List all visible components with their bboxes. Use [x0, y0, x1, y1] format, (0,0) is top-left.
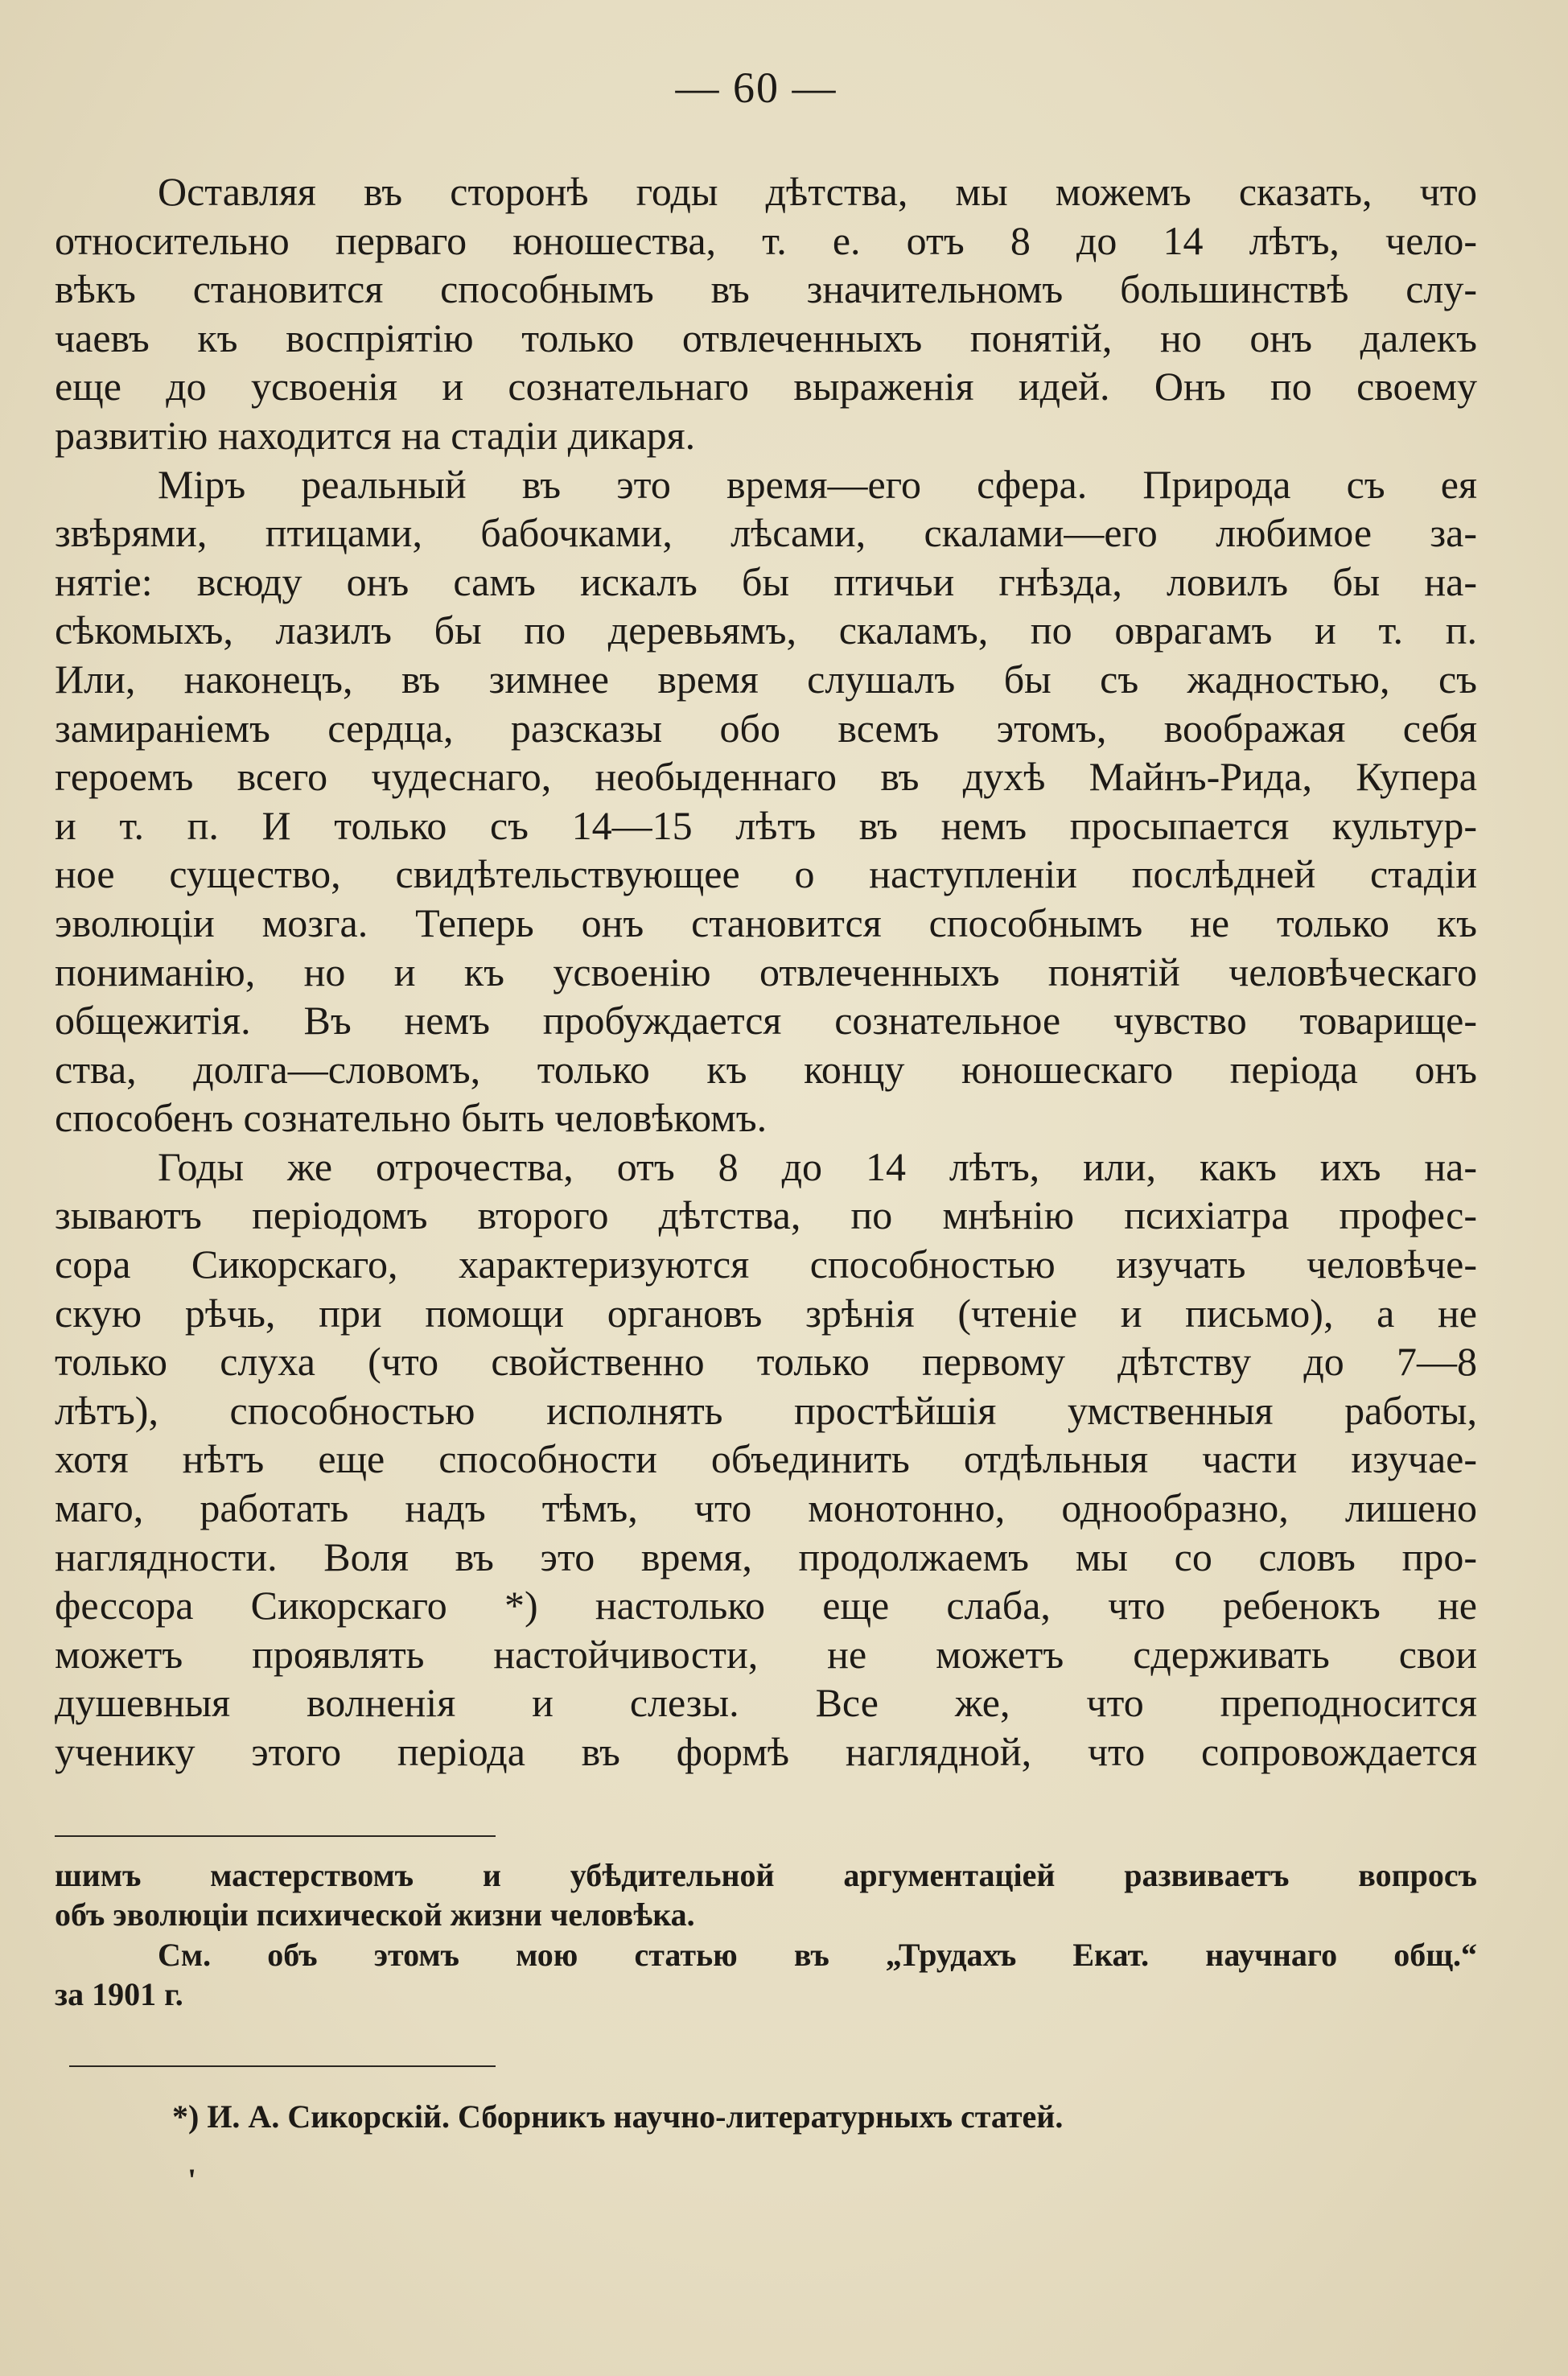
text-line: чаевъ къ воспріятію только отвлеченныхъ понятій, но онъ далекъ — [55, 315, 1477, 360]
text-line: Оставляя въ сторонѣ годы дѣтства, мы можемъ сказать, что — [158, 169, 1477, 214]
text-line: вѣкъ становится способнымъ въ значительномъ большинствѣ слу- — [55, 266, 1477, 312]
text-line: только слуха (что свойственно только первому дѣтству до 7—8 — [55, 1339, 1477, 1385]
text-line: маго, работать надъ тѣмъ, что монотонно, однообразно, лишено — [55, 1485, 1477, 1531]
text-line: душевныя волненія и слезы. Все же, что преподносится — [55, 1680, 1477, 1726]
footnote-line: См. объ этомъ мою статью въ „Трудахъ Екат. научнаго общ.“ — [158, 1937, 1477, 1973]
text-line: лѣтъ), способностью исполнять простѣйшія умственныя работы, — [55, 1387, 1477, 1433]
text-line: наглядности. Воля въ это время, продолжаемъ мы со словъ про- — [55, 1534, 1477, 1579]
paragraph-3 — [55, 1143, 1477, 1777]
text-line: еще до усвоенія и сознательнаго выраженія идей. Онъ по своему — [55, 364, 1477, 410]
main-text — [55, 167, 1477, 1777]
text-line: эволюціи мозга. Теперь онъ становится способнымъ не только къ — [55, 900, 1477, 945]
text-line: нятіе: всюду онъ самъ искалъ бы птичьи гнѣзда, ловилъ бы на- — [55, 558, 1477, 604]
text-line: можетъ проявлять настойчивости, не можетъ сдерживать свои — [55, 1631, 1477, 1677]
text-line: фессора Сикорскаго *) настолько еще слаба, что ребенокъ не — [55, 1583, 1477, 1629]
stray-print-mark: ' — [187, 2162, 197, 2198]
text-line: сора Сикорскаго, характеризуются способностью изучать человѣче- — [55, 1242, 1477, 1287]
text-line: относительно перваго юношества, т. е. отъ 8 до 14 лѣтъ, чело- — [55, 217, 1477, 263]
footnote-line: за 1901 г. — [55, 1976, 183, 2012]
footnote-line: объ эволюціи психической жизни человѣка. — [55, 1896, 695, 1933]
text-line: звѣрями, птицами, бабочками, лѣсами, скалами—его любимое за- — [55, 510, 1477, 556]
text-line: ученику этого періода въ формѣ наглядной, что сопровождается — [55, 1729, 1477, 1774]
text-line: Или, наконецъ, въ зимнее время слушалъ бы съ жадностью, съ — [55, 656, 1477, 702]
footnote-separator — [55, 1835, 496, 1837]
text-line: скую рѣчь, при помощи органовъ зрѣнія (чтеніе и письмо), а не — [55, 1290, 1477, 1336]
paragraph-1 — [55, 167, 1477, 460]
text-line: и т. п. И только съ 14—15 лѣтъ въ немъ просыпается культур- — [55, 802, 1477, 848]
footnote-line: *) И. А. Сикорскій. Сборникъ научно-литературныхъ статей. — [172, 2098, 1064, 2135]
paragraph-2 — [55, 460, 1477, 1143]
text-line: сѣкомыхъ, лазилъ бы по деревьямъ, скаламъ, по оврагамъ и т. п. — [55, 607, 1477, 653]
text-line: замираніемъ сердца, разсказы обо всемъ этомъ, воображая себя — [55, 705, 1477, 751]
text-line: развитію находится на стадіи дикаря. — [55, 412, 696, 458]
footnote-sikorsky — [55, 2097, 1477, 2136]
text-line: общежитія. Въ немъ пробуждается сознательное чувство товарище- — [55, 998, 1477, 1044]
text-line: хотя нѣтъ еще способности объединить отдѣльныя части изучае- — [55, 1436, 1477, 1482]
text-line: Годы же отрочества, отъ 8 до 14 лѣтъ, или, какъ ихъ на- — [158, 1143, 1477, 1189]
footnote-separator — [69, 2065, 496, 2067]
footnote-reference — [55, 1935, 1477, 2014]
footnote-line: шимъ мастерствомъ и убѣдительной аргументаціей развиваетъ вопросъ — [55, 1857, 1477, 1893]
text-line: ства, долга—словомъ, только къ концу юношескаго періода онъ — [55, 1046, 1477, 1092]
text-line: способенъ сознательно быть человѣкомъ. — [55, 1095, 768, 1141]
text-line: героемъ всего чудеснаго, необыденнаго въ духѣ Майнъ-Рида, Купера — [55, 754, 1477, 800]
text-line: ное существо, свидѣтельствующее о наступленіи послѣдней стадіи — [55, 851, 1477, 897]
text-line: пониманію, но и къ усвоенію отвлеченныхъ понятій человѣческаго — [55, 949, 1477, 994]
page-number: — 60 — — [675, 64, 838, 112]
footnote-continuation — [55, 1855, 1477, 1934]
text-line: зываютъ періодомъ второго дѣтства, по мнѣнію психіатра профес- — [55, 1192, 1477, 1238]
text-line: Міръ реальный въ это время—его сфера. Природа съ ея — [158, 461, 1477, 507]
